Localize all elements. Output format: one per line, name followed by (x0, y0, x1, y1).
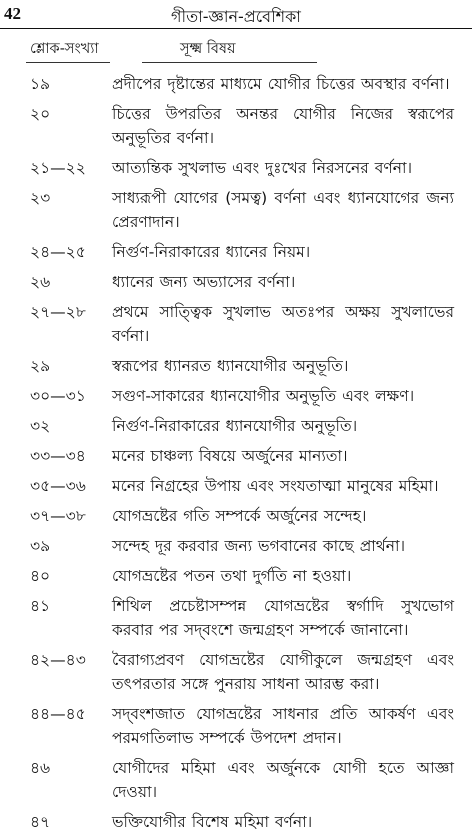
page-header (0, 0, 472, 28)
verse-column-heading: শ্লোক-সংখ্যা (30, 41, 99, 57)
contents-row (0, 414, 472, 438)
topic-description: বৈরাগ্যপ্রবণ যোগভ্রষ্টের যোগীকুলে জন্মগ্রহণ এবং তৎপরতার সঙ্গে পুনরায় সাধনা আরম্ভ করা। (112, 651, 454, 693)
topic-description: মনের চাঞ্চল্য বিষয়ে অর্জুনের মান্যতা। (112, 447, 348, 465)
topic-description: আত্যন্তিক সুখলাভ এবং দুঃখের নিরসনের বর্ণনা। (112, 159, 412, 177)
topic-description: চিত্তের উপরতির অনন্তর যোগীর নিজের স্বরূপের অনুভূতির বর্ণনা। (112, 105, 454, 147)
contents-row (0, 102, 472, 150)
contents-row (0, 270, 472, 294)
topic-description: স্বরূপের ধ্যানরত ধ্যানযোগীর অনুভূতি। (112, 357, 349, 375)
topic-description: মনের নিগ্রহের উপায় এবং সংযতাত্মা মানুষের মহিমা। (112, 477, 439, 495)
contents-row (0, 504, 472, 528)
contents-row (0, 474, 472, 498)
header-rule (0, 28, 472, 29)
verse-number: ৪৬ (30, 759, 51, 777)
verse-number: ২৪—২৫ (30, 243, 86, 261)
contents-row (0, 72, 472, 96)
verse-number: ২৬ (30, 273, 51, 291)
verse-number: ২৭—২৮ (30, 303, 86, 321)
contents-list (0, 72, 472, 840)
topic-description: ধ্যানের জন্য অভ্যাসের বর্ণনা। (112, 273, 296, 291)
verse-number: ৪১ (30, 597, 51, 615)
verse-number: ৪২—৪৩ (30, 651, 86, 669)
topic-description: যোগভ্রষ্টের গতি সম্পর্কে অর্জুনের সন্দেহ। (112, 507, 367, 525)
contents-row (0, 354, 472, 378)
contents-row (0, 186, 472, 234)
page-number: 42 (4, 4, 21, 23)
contents-row (0, 444, 472, 468)
contents-row (0, 564, 472, 588)
contents-row (0, 810, 472, 834)
topic-description: শিথিল প্রচেষ্টাসম্পন্ন যোগভ্রষ্টের স্বর্গাদি সুখভোগ করবার পর সদ্‌বংশে জন্মগ্রহণ সম্পর্কে জানানো। (112, 597, 454, 639)
verse-number: ৩৩—৩৪ (30, 447, 86, 465)
verse-number: ৪৭ (30, 813, 51, 831)
contents-row (0, 594, 472, 642)
verse-heading-underline (26, 62, 110, 63)
verse-number: ২৩ (30, 189, 51, 207)
topic-description: যোগভ্রষ্টের পতন তথা দুর্গতি না হওয়া। (112, 567, 352, 585)
topic-description: প্রদীপের দৃষ্টান্তের মাধ্যমে যোগীর চিত্তের অবস্থার বর্ণনা। (112, 75, 450, 93)
verse-number: ১৯ (30, 75, 51, 93)
contents-row (0, 702, 472, 750)
topic-column-heading: সূক্ষ্ম বিষয় (180, 41, 236, 57)
contents-row (0, 156, 472, 180)
running-title: গীতা-জ্ঞান-প্রবেশিকা (171, 7, 301, 26)
verse-number: ৩২ (30, 417, 51, 435)
topic-description: সাধ্যরূপী যোগের (সমত্ব) বর্ণনা এবং ধ্যানযোগের জন্য প্রেরণাদান। (112, 189, 454, 231)
topic-heading-underline (142, 62, 317, 63)
verse-number: ২৯ (30, 357, 51, 375)
contents-row (0, 240, 472, 264)
contents-row (0, 648, 472, 696)
verse-number: ৩০—৩১ (30, 387, 86, 405)
topic-description: ভক্তিযোগীর বিশেষ মহিমা বর্ণনা। (112, 813, 313, 831)
topic-description: নির্গুণ-নিরাকারের ধ্যানযোগীর অনুভূতি। (112, 417, 358, 435)
verse-number: ৩৫—৩৬ (30, 477, 86, 495)
contents-row (0, 756, 472, 804)
topic-description: সন্দেহ দূর করবার জন্য ভগবানের কাছে প্রার্থনা। (112, 537, 406, 555)
verse-number: ৪৪—৪৫ (30, 705, 86, 723)
contents-row (0, 534, 472, 558)
verse-number: ৪০ (30, 567, 51, 585)
topic-description: সদ্‌বংশজাত যোগভ্রষ্টের সাধনার প্রতি আকর্ষণ এবং পরমগতিলাভ সম্পর্কে উপদেশ প্রদান। (112, 705, 454, 747)
verse-number: ২১—২২ (30, 159, 86, 177)
topic-description: যোগীদের মহিমা এবং অর্জুনকে যোগী হতে আজ্ঞা দেওয়া। (112, 759, 454, 801)
topic-description: নির্গুণ-নিরাকারের ধ্যানের নিয়ম। (112, 243, 311, 261)
topic-description: প্রথমে সাত্ত্বিক সুখলাভ অতঃপর অক্ষয় সুখলাভের বর্ণনা। (112, 303, 454, 345)
verse-number: ২০ (30, 105, 51, 123)
contents-row (0, 300, 472, 348)
verse-number: ৩৯ (30, 537, 51, 555)
verse-number: ৩৭—৩৮ (30, 507, 86, 525)
contents-row (0, 384, 472, 408)
topic-description: সগুণ-সাকারের ধ্যানযোগীর অনুভূতি এবং লক্ষণ। (112, 387, 415, 405)
